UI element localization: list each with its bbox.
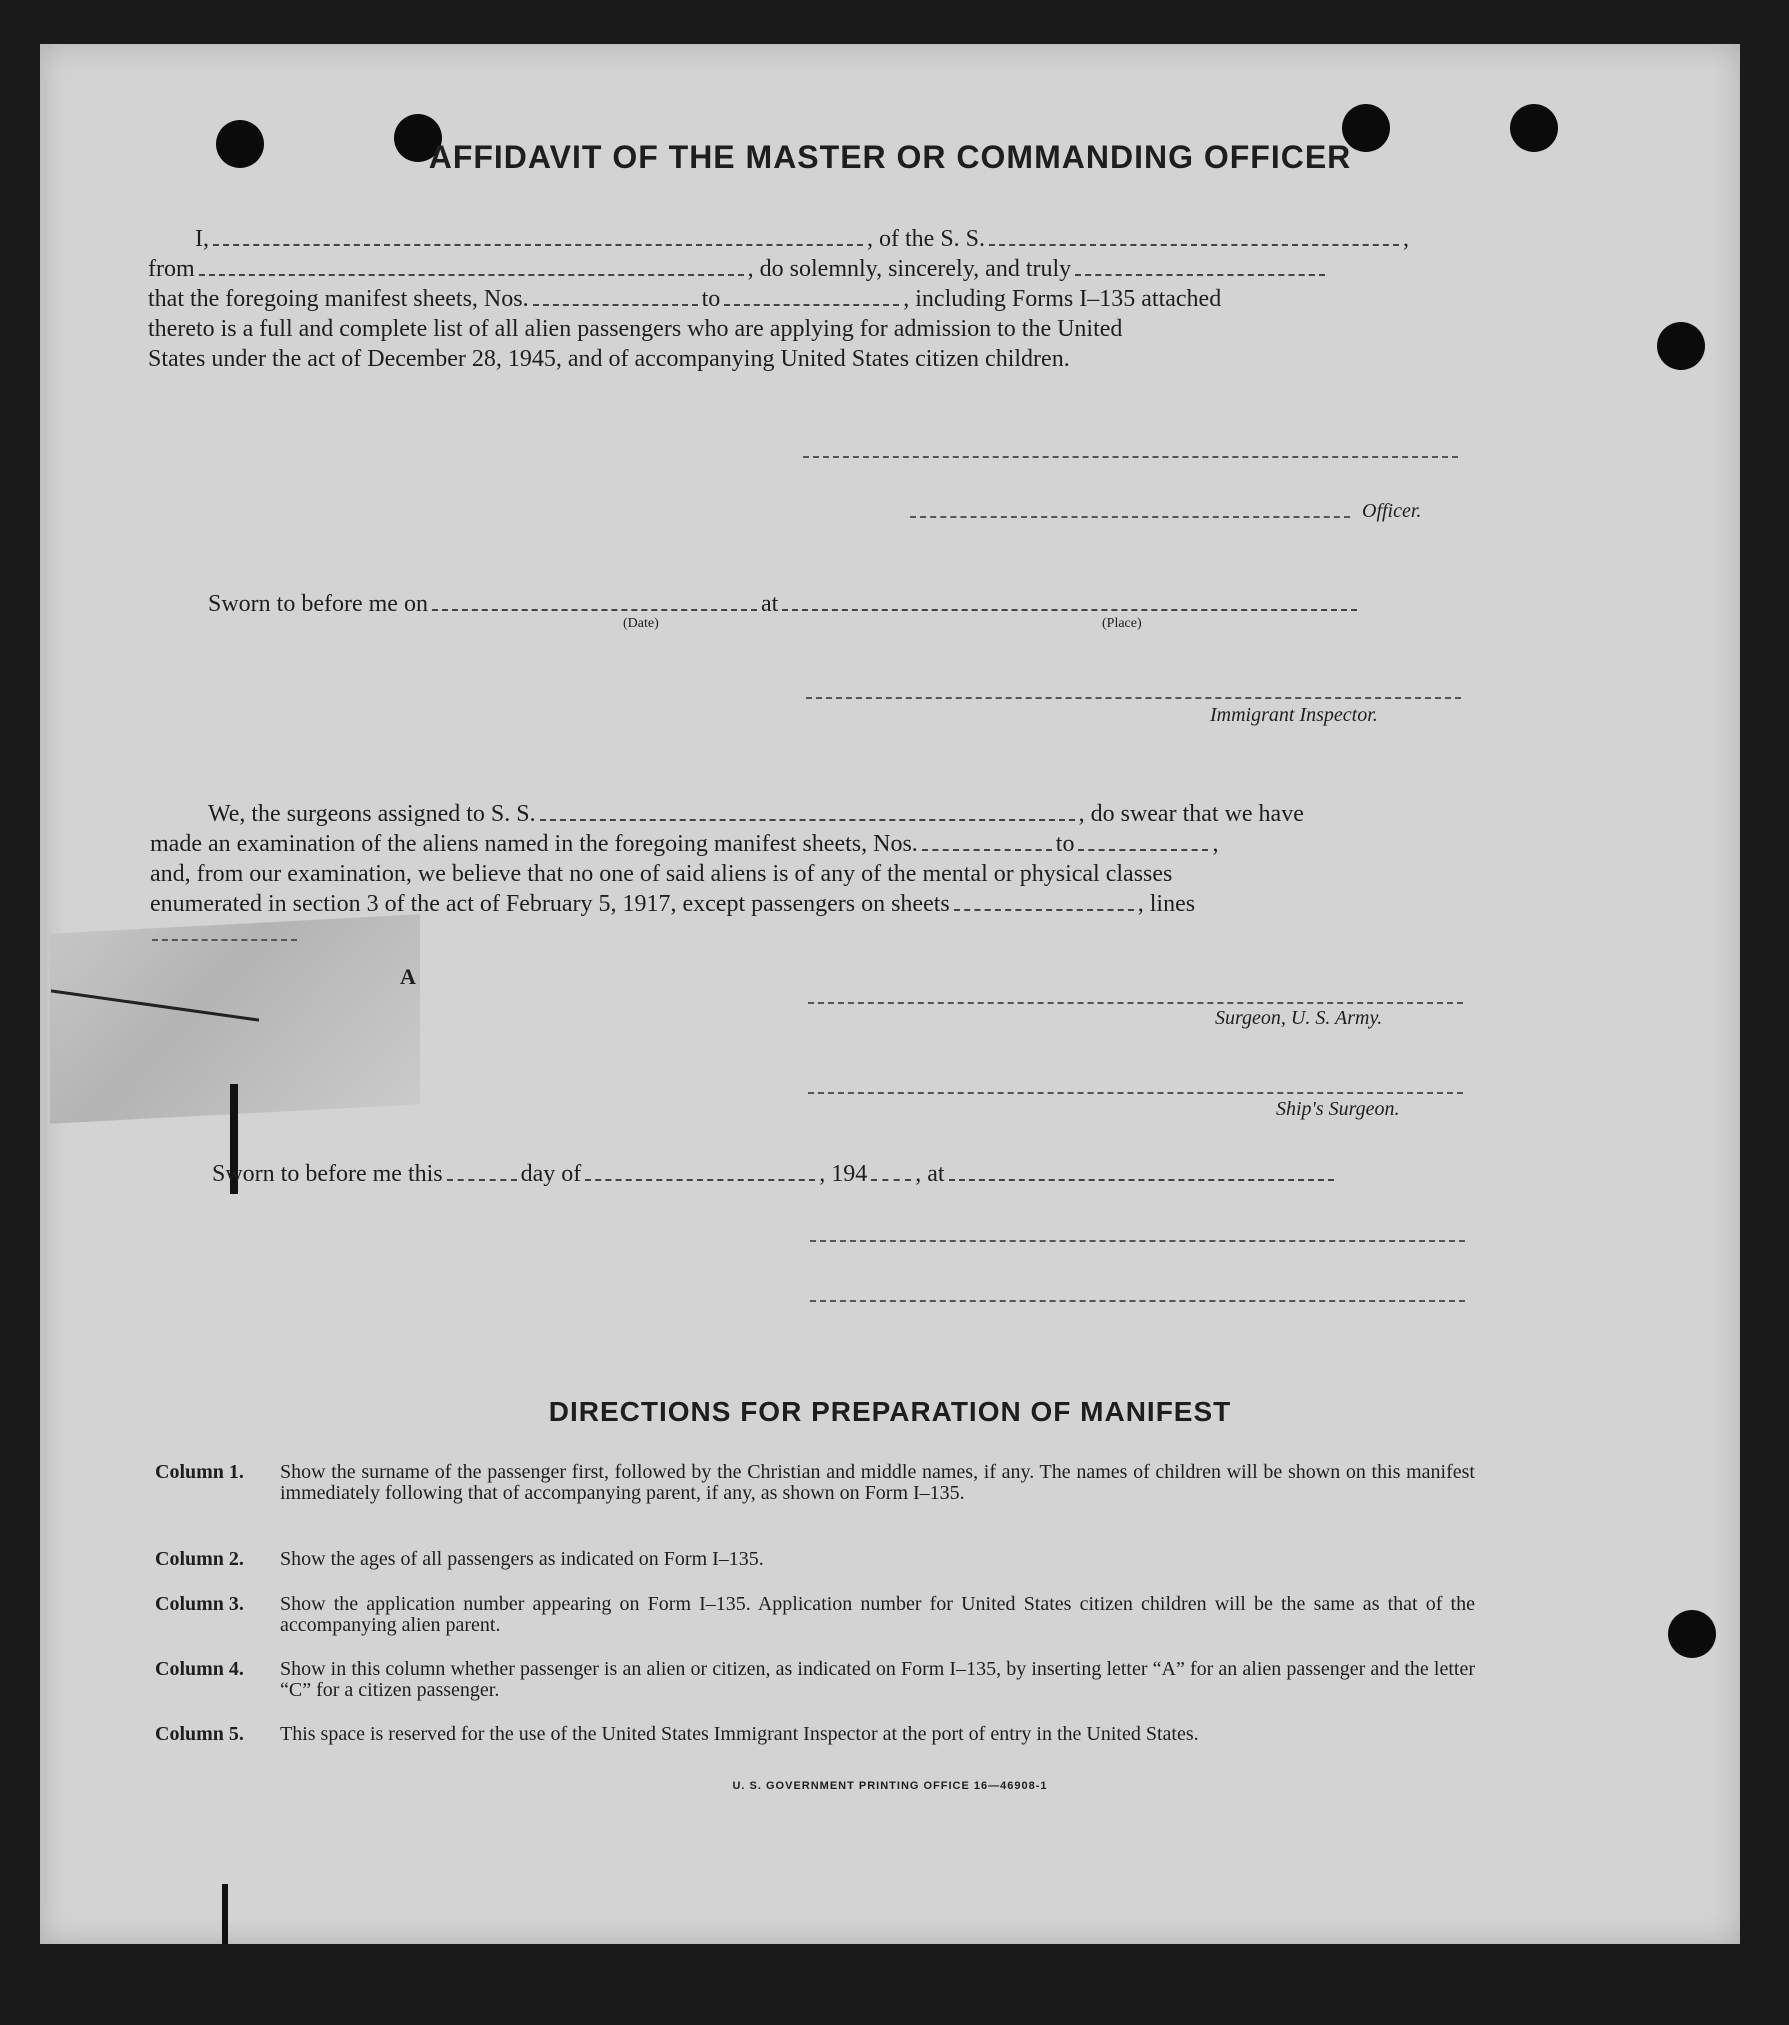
surgeons-line-2: made an examination of the aliens named in the foregoing manifest sheets, Nos. to , <box>150 831 1219 857</box>
surgeons-line-4: enumerated in section 3 of the act of February 5, 1917, except passengers on sheets , lines <box>150 891 1196 917</box>
surgeon-ship-blank[interactable] <box>540 801 1075 821</box>
direction-item: Column 4. Show in this column whether passenger is an alien or citizen, as indicated on Form I–135, by inserting letter “A” for an alien passenger and the letter “C” for a citizen passenger. <box>155 1658 1475 1701</box>
army-surgeon-signature-line[interactable] <box>808 1002 1463 1004</box>
punch-hole <box>1657 322 1705 370</box>
inspector-caption: Immigrant Inspector. <box>1210 704 1378 726</box>
officer-signature-line[interactable] <box>910 516 1350 518</box>
surgeon-nos-from-blank[interactable] <box>922 831 1052 851</box>
ship-blank[interactable] <box>989 226 1399 246</box>
ship-surgeon-caption: Ship's Surgeon. <box>1276 1098 1400 1120</box>
paper-tear <box>222 1884 228 1944</box>
lines-blank[interactable] <box>152 939 297 941</box>
surgeon-nos-to-blank[interactable] <box>1078 831 1208 851</box>
nos-from-blank[interactable] <box>533 286 698 306</box>
direction-item: Column 5. This space is reserved for the use of the United States Immigrant Inspector at the port of entry in the United States. <box>155 1723 1199 1745</box>
signature-line[interactable] <box>803 456 1458 458</box>
surgeons-line-3: and, from our examination, we believe that no one of said aliens is of any of the mental or physical classes <box>150 861 1173 887</box>
officer-caption: Officer. <box>1362 500 1422 522</box>
printing-office-footer: U. S. GOVERNMENT PRINTING OFFICE 16—46908-1 <box>732 1780 1048 1792</box>
nos-to-blank[interactable] <box>724 286 899 306</box>
place-blank-2[interactable] <box>949 1161 1334 1181</box>
name-blank[interactable] <box>213 226 863 246</box>
signature-line-2[interactable] <box>810 1240 1465 1242</box>
army-surgeon-caption: Surgeon, U. S. Army. <box>1215 1007 1383 1029</box>
directions-title: DIRECTIONS FOR PREPARATION OF MANIFEST <box>548 1396 1232 1427</box>
affidavit-line-3: that the foregoing manifest sheets, Nos. to , including Forms I–135 attached <box>148 286 1222 312</box>
truly-blank[interactable] <box>1075 256 1325 276</box>
place-blank[interactable] <box>782 591 1357 611</box>
month-blank[interactable] <box>585 1161 815 1181</box>
direction-item: Column 1. Show the surname of the passenger first, followed by the Christian and middle names, if any. The names of children will be shown on this manifest immediately following that of accompanying parent, if any, as shown on Form I–135. <box>155 1461 1475 1504</box>
sworn-this-line: Sworn to before me this day of , 194 , at <box>212 1159 1338 1189</box>
affidavit-line-1: I, , of the S. S. , <box>195 226 1410 252</box>
from-blank[interactable] <box>199 256 744 276</box>
affidavit-line-2: from , do solemnly, sincerely, and truly <box>148 254 1329 284</box>
day-blank[interactable] <box>447 1161 517 1181</box>
document-sheet <box>40 44 1740 1944</box>
affidavit-line-5: States under the act of December 28, 1945, and of accompanying United States citizen children. <box>148 346 1070 372</box>
sworn-line: Sworn to before me on at <box>208 589 1361 619</box>
signature-line-3[interactable] <box>810 1300 1465 1302</box>
sheets-blank[interactable] <box>954 891 1134 911</box>
affidavit-title: AFFIDAVIT OF THE MASTER OR COMMANDING OFFICER <box>428 139 1352 175</box>
ship-surgeon-signature-line[interactable] <box>808 1092 1463 1094</box>
date-caption: (Date) <box>623 616 659 631</box>
direction-item: Column 2. Show the ages of all passengers as indicated on Form I–135. <box>155 1548 764 1570</box>
punch-hole <box>1668 1610 1716 1658</box>
tape-letter: A <box>400 964 416 989</box>
year-blank[interactable] <box>871 1161 911 1181</box>
direction-item: Column 3. Show the application number appearing on Form I–135. Application number for United States citizen children will be the same as that of the accompanying alien parent. <box>155 1593 1475 1636</box>
place-caption: (Place) <box>1102 616 1142 631</box>
inspector-signature-line[interactable] <box>806 697 1461 699</box>
affidavit-line-4: thereto is a full and complete list of all alien passengers who are applying for admission to the United <box>148 316 1123 342</box>
date-blank[interactable] <box>432 591 757 611</box>
surgeons-line-1: We, the surgeons assigned to S. S. , do swear that we have <box>208 801 1304 827</box>
